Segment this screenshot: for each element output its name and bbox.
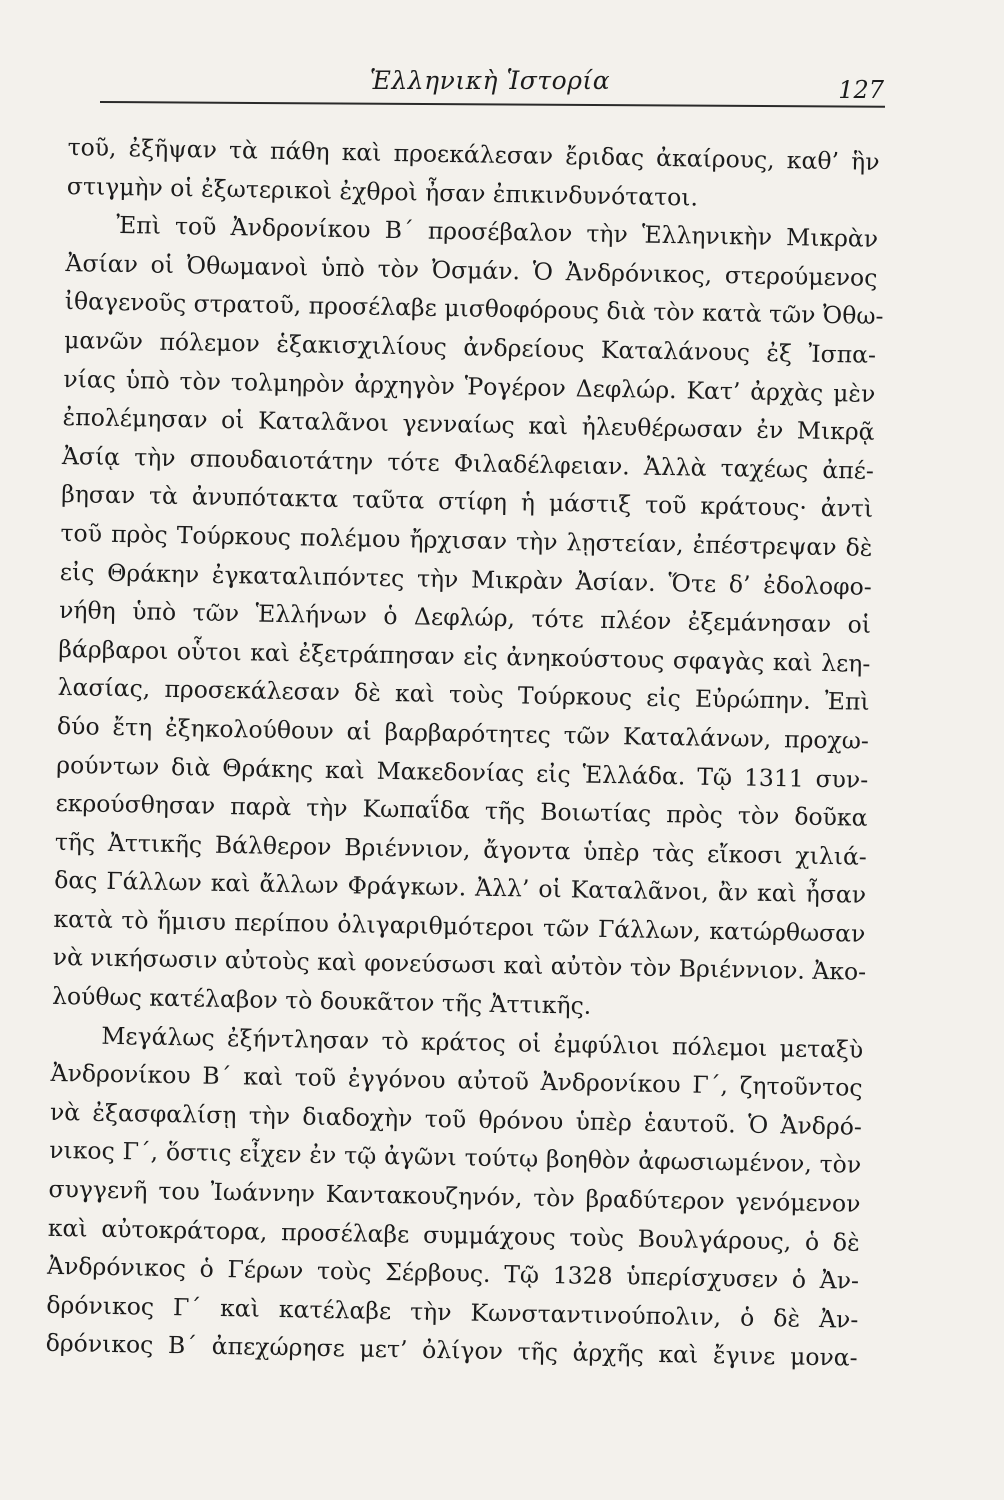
text-line: νίας ὑπὸ τὸν τολμηρὸν ἀρχηγὸν Ῥογέρον Δεφλώρ. Κατ’ ἀρχὰς μὲν [63,364,876,408]
text-line: τῆς Ἀττικῆς Βάλθερον Βριέννιον, ἄγοντα ὑπὲρ τὰς εἴκοσι χιλιά- [54,827,868,871]
text-line: τοῦ πρὸς Τούρκους πολέμου ἤρχισαν τὴν λῃστείαν, ἐπέστρεψαν δὲ [60,518,873,562]
body-text [45,128,884,1378]
text-line: νήθη ὑπὸ τῶν Ἑλλήνων ὁ Δεφλώρ, τότε πλέον ἐξεμάνησαν οἱ [58,596,872,639]
page-number: 127 [838,76,884,104]
text-line: εκρούσθησαν παρὰ τὴν Κωπαΐδα τῆς Βοιωτίας πρὸς τὸν δοῦκα [55,788,868,832]
text-line: βησαν τὰ ἀνυπότακτα ταῦτα στίφη ἡ μάστιξ τοῦ κράτους· ἀντὶ [61,480,874,524]
header-rule [100,101,885,108]
text-line: στιγμὴν οἱ ἐξωτερικοὶ ἐχθροὶ ἦσαν ἐπικινδυνότατοι. [66,171,699,212]
running-head-title: Ἑλληνικὴ Ἱστορία [369,66,611,95]
text-line: συγγενῆ του Ἰωάννην Καντακουζηνόν, τὸν βραδύτερον γενόμενον [48,1174,861,1218]
text-line: τοῦ, ἐξῆψαν τὰ πάθη καὶ προεκάλεσαν ἔριδας ἀκαίρους, καθ’ ἣν [67,132,880,176]
text-line: λασίας, προσεκάλεσαν δὲ καὶ τοὺς Τούρκους εἰς Εὐρώπην. Ἐπὶ [57,673,870,717]
text-line: νὰ ἐξασφαλίσῃ τὴν διαδοχὴν τοῦ θρόνου ὑπὲρ ἑαυτοῦ. Ὁ Ἀνδρό- [49,1097,863,1141]
text-line: λούθως κατέλαβον τὸ δουκᾶτον τῆς Ἀττικῆς. [51,981,592,1020]
text-line: Ἀνδρόνικος ὁ Γέρων τοὺς Σέρβους. Τῷ 1328 ὑπερίσχυσεν ὁ Ἀν- [46,1252,860,1295]
text-line: καὶ αὐτοκράτορα, προσέλαβε συμμάχους τοὺς Βουλγάρους, ὁ δὲ [47,1213,860,1257]
text-line: ἐπολέμησαν οἱ Καταλᾶνοι γενναίως καὶ ἠλευθέρωσαν ἐν Μικρᾷ [62,403,875,446]
text-line: ρούντων διὰ Θράκης καὶ Μακεδονίας εἰς Ἑλλάδα. Τῷ 1311 συν- [56,750,869,794]
text-line: δύο ἔτη ἐξηκολούθουν αἱ βαρβαρότητες τῶν Καταλάνων, προχω- [56,711,870,755]
text-line: Ἀνδρονίκου Β΄ καὶ τοῦ ἐγγόνου αὐτοῦ Ἀνδρονίκου Γ΄, ζητοῦντος [50,1059,863,1102]
text-line: εἰς Θράκην ἐγκαταλιπόντες τὴν Μικρὰν Ἀσίαν. Ὅτε δ’ ἐδολοφο- [59,557,872,601]
text-line: νὰ νικήσωσιν αὐτοὺς καὶ φονεύσωσι καὶ αὐτὸν τὸν Βριέννιον. Ἀκο- [52,943,867,987]
text-line: δρόνικος Β΄ ἀπεχώρησε μετ’ ὀλίγον τῆς ἀρχῆς καὶ ἔγινε μονα- [45,1329,858,1373]
running-head [100,62,890,102]
text-line: μανῶν πόλεμον ἑξακισχιλίους ἀνδρείους Καταλάνους ἐξ Ἰσπα- [63,325,877,369]
text-line: βάρβαροι οὗτοι καὶ ἐξετράπησαν εἰς ἀνηκούστους σφαγὰς καὶ λεη- [58,634,871,678]
text-line: ἰθαγενοῦς στρατοῦ, προσέλαβε μισθοφόρους διὰ τὸν κατὰ τῶν Ὀθω- [64,287,884,331]
text-line: Ἀσίᾳ τὴν σπουδαιοτάτην τότε Φιλαδέλφειαν. Ἀλλὰ ταχέως ἀπέ- [61,441,875,485]
text-line: Ἀσίαν οἱ Ὀθωμανοὶ ὑπὸ τὸν Ὀσμάν. Ὁ Ἀνδρόνικος, στερούμενος [65,248,878,292]
text-line: νικος Γ΄, ὅστις εἶχεν ἐν τῷ ἀγῶνι τούτῳ βοηθὸν ἀφωσιωμένον, τὸν [49,1136,862,1180]
text-line: δρόνικος Γ΄ καὶ κατέλαβε τὴν Κωνσταντινούπολιν, ὁ δὲ Ἀν- [46,1290,859,1334]
text-line: Ἐπὶ τοῦ Ἀνδρονίκου Β΄ προσέβαλον τὴν Ἑλληνικὴν Μικρὰν [115,211,879,254]
text-line: δας Γάλλων καὶ ἄλλων Φράγκων. Ἀλλ’ οἱ Καταλᾶνοι, ἂν καὶ ἦσαν [53,866,867,910]
text-line: κατὰ τὸ ἥμισυ περίπου ὀλιγαριθμότεροι τῶν Γάλλων, κατώρθωσαν [53,904,866,948]
text-line: Μεγάλως ἐξήντλησαν τὸ κράτος οἱ ἐμφύλιοι πόλεμοι μεταξὺ [101,1021,864,1064]
